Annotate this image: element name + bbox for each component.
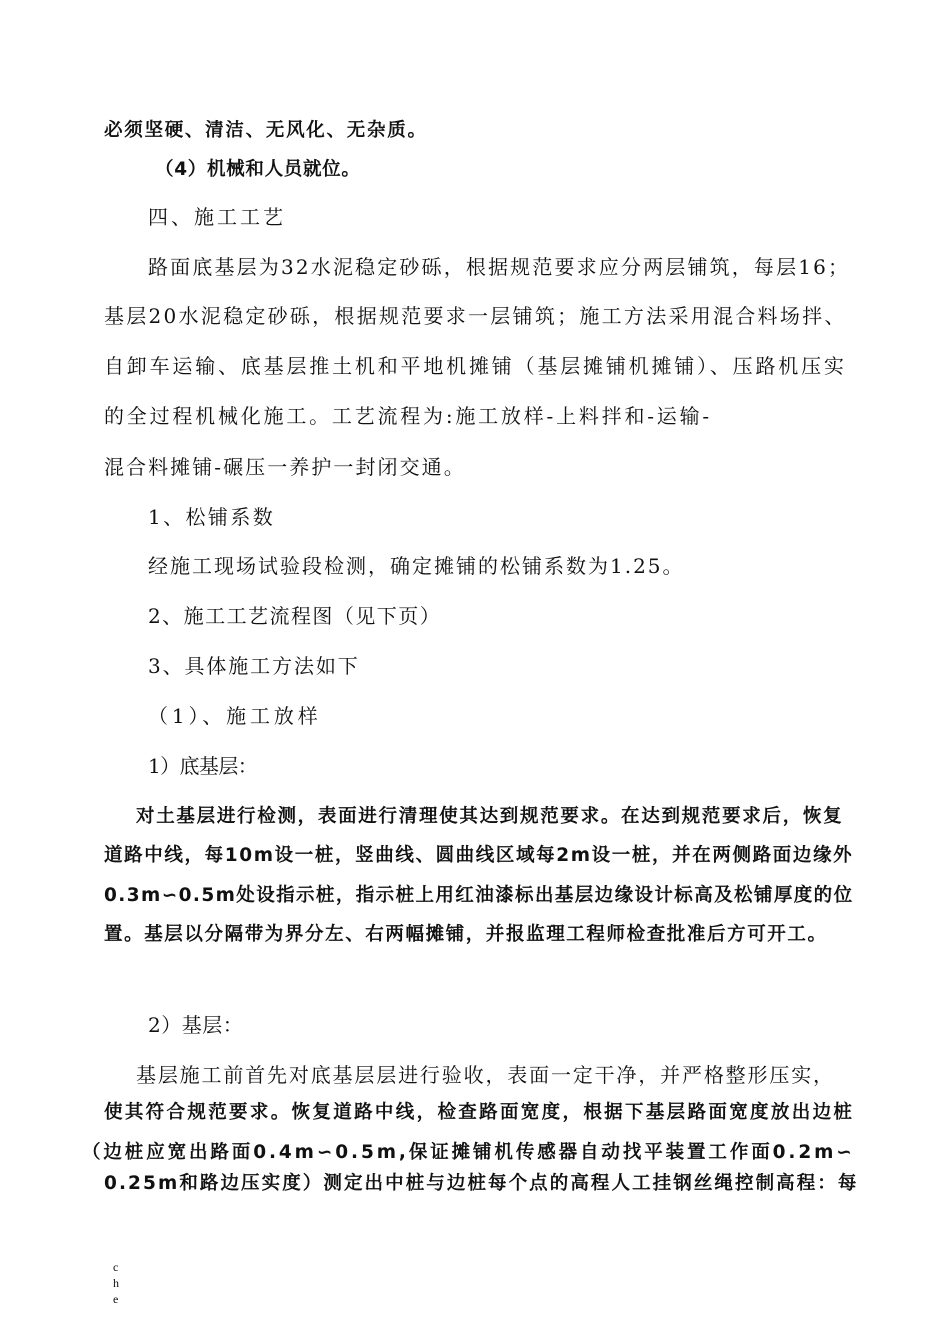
text-line-18: 置。基层以分隔带为界分左、右两幅摊铺，并报监理工程师检查批准后方可开工。: [104, 924, 828, 945]
section-heading: 四、施工工艺: [148, 205, 286, 229]
text-line-7: 的全过程机械化施工。工艺流程为:施工放样-上料拌和-运输-: [104, 404, 712, 428]
subheading-5: 1）底基层：: [148, 754, 258, 778]
subheading-3: 3、具体施工方法如下: [148, 654, 360, 678]
subheading-1: 1、松铺系数: [148, 505, 276, 529]
text-line-6: 自卸车运输、底基层推土机和平地机摊铺（基层摊铺机摊铺）、压路机压实: [104, 354, 847, 378]
text-line-15: 对土基层进行检测，表面进行清理使其达到规范要求。在达到规范要求后，恢复: [136, 806, 844, 827]
footer-char-3: e: [113, 1292, 119, 1306]
text-line-5: 基层20水泥稳定砂砾，根据规范要求一层铺筑；施工方法采用混合料场拌、: [104, 304, 847, 328]
footer-char-2: h: [113, 1276, 119, 1290]
text-line-4: 路面底基层为32水泥稳定砂砾，根据规范要求应分两层铺筑，每层16；: [148, 255, 851, 279]
text-line-23: 0.25m和路边压实度）测定出中桩与边桩每个点的高程人工挂钢丝绳控制高程：每: [104, 1173, 859, 1194]
text-line-2: （4）机械和人员就位。: [155, 159, 361, 180]
subheading-4: （1）、施工放样: [148, 704, 322, 728]
text-line-20: 基层施工前首先对底基层层进行验收，表面一定干净，并严格整形压实，: [136, 1063, 835, 1087]
subheading-2: 2、施工工艺流程图（见下页）: [148, 604, 442, 628]
footer-char-1: c: [113, 1260, 119, 1274]
text-line-22: （边桩应宽出路面0.4m∽0.5m,保证摊铺机传感器自动找平装置工作面0.2m∽: [82, 1142, 855, 1163]
text-line-8: 混合料摊铺-碾压一养护一封闭交通。: [104, 455, 466, 479]
subheading-6: 2）基层：: [148, 1013, 244, 1037]
text-line-21: 使其符合规范要求。恢复道路中线，检查路面宽度，根据下基层路面宽度放出边桩: [104, 1102, 855, 1123]
text-line-1: 必须坚硬、清洁、无风化、无杂质。: [104, 120, 428, 141]
text-line-16: 道路中线，每10m设一桩，竖曲线、圆曲线区域每2m设一桩，并在两侧路面边缘外: [104, 845, 854, 866]
text-line-17: 0.3m∽0.5m处设指示桩，指示桩上用红油漆标出基层边缘设计标高及松铺厚度的位: [104, 885, 854, 906]
text-line-10: 经施工现场试验段检测，确定摊铺的松铺系数为1.25。: [148, 554, 685, 578]
